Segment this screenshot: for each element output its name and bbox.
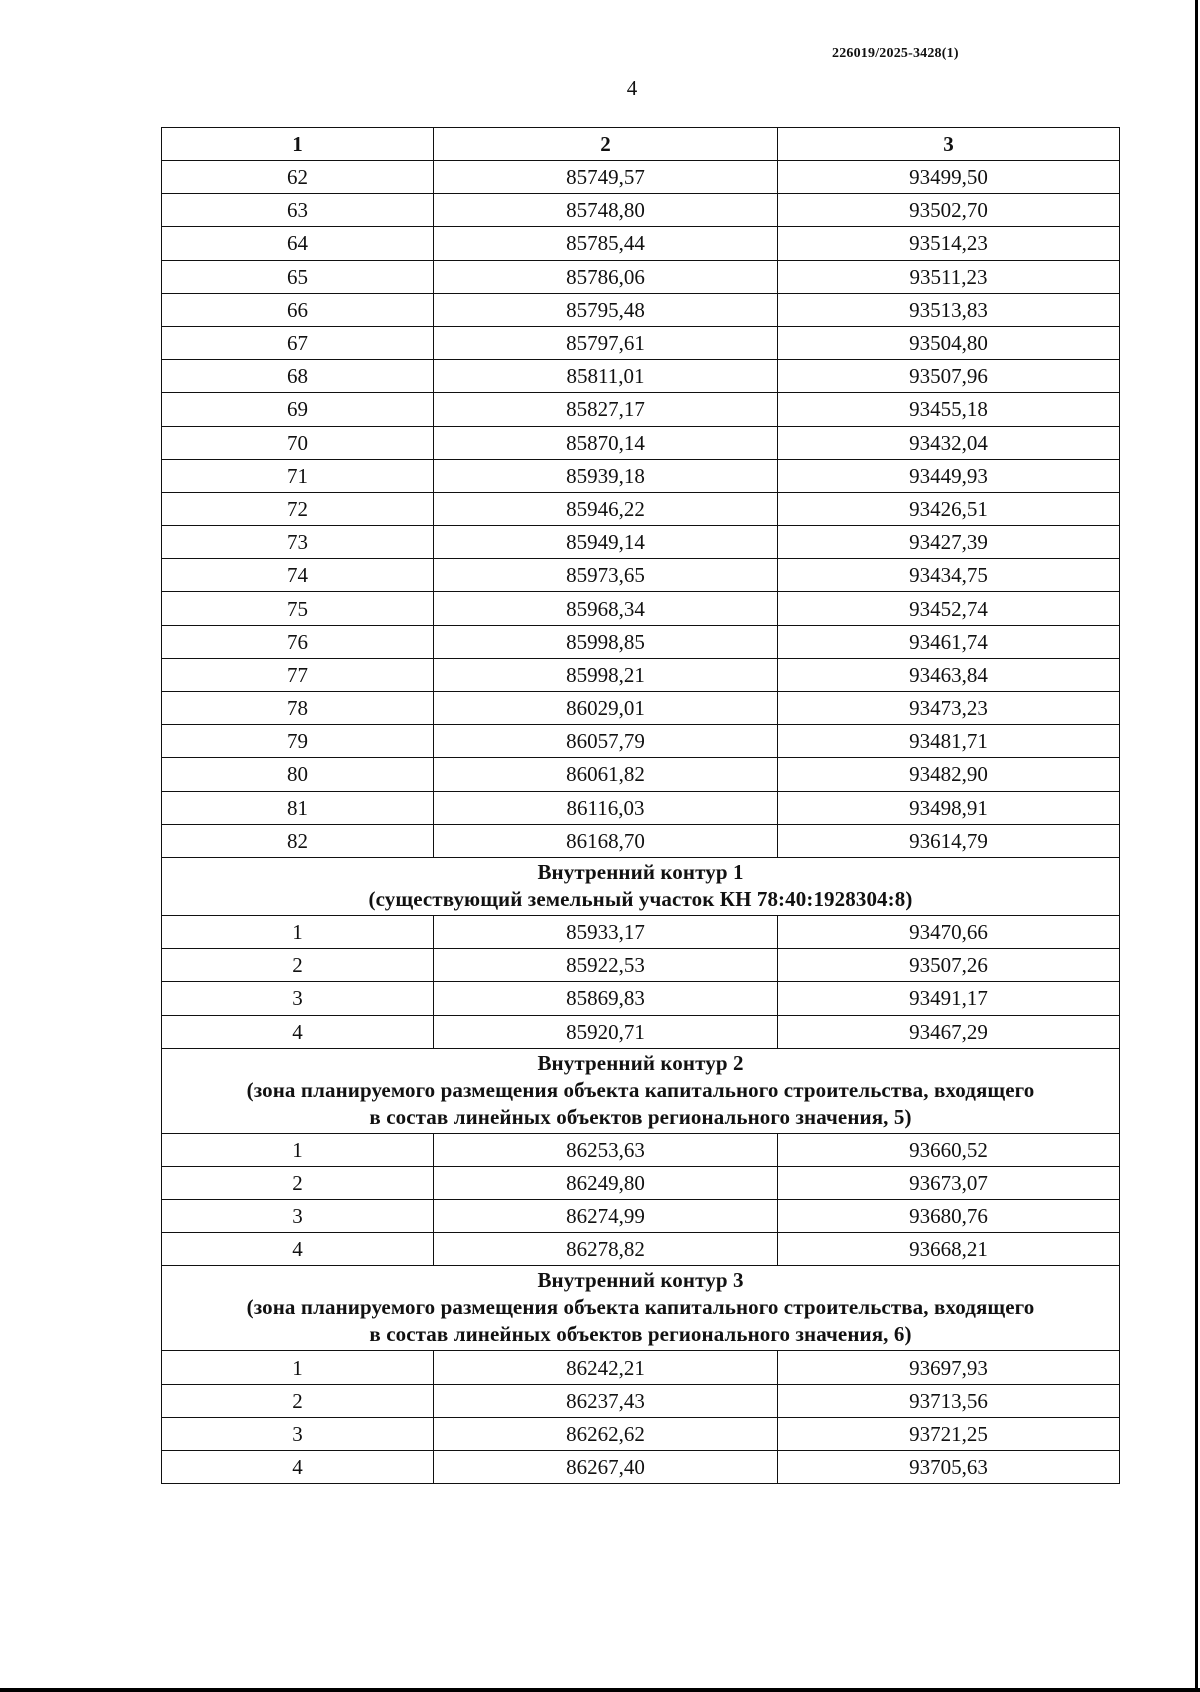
y-coordinate-cell: 93463,84 [778, 658, 1120, 691]
point-number-cell: 3 [162, 1417, 434, 1450]
x-coordinate-cell: 85869,83 [434, 982, 778, 1015]
y-coordinate-cell: 93473,23 [778, 692, 1120, 725]
point-number-cell: 67 [162, 326, 434, 359]
x-coordinate-cell: 85786,06 [434, 260, 778, 293]
x-coordinate-cell: 85785,44 [434, 227, 778, 260]
scan-border-right [1195, 0, 1198, 1692]
y-coordinate-cell: 93432,04 [778, 426, 1120, 459]
y-coordinate-cell: 93705,63 [778, 1451, 1120, 1484]
table-row [162, 526, 1120, 559]
x-coordinate-cell: 85749,57 [434, 161, 778, 194]
section-title-line: (зона планируемого размещения объекта капитального строительства, входящего [246, 1077, 1035, 1102]
point-number-cell: 75 [162, 592, 434, 625]
x-coordinate-cell: 85827,17 [434, 393, 778, 426]
point-number-cell: 82 [162, 824, 434, 857]
point-number-cell: 2 [162, 949, 434, 982]
table-row [162, 194, 1120, 227]
table-body [162, 161, 1120, 1484]
y-coordinate-cell: 93514,23 [778, 227, 1120, 260]
point-number-cell: 1 [162, 915, 434, 948]
point-number-cell: 70 [162, 426, 434, 459]
x-coordinate-cell: 85998,21 [434, 658, 778, 691]
y-coordinate-cell: 93481,71 [778, 725, 1120, 758]
point-number-cell: 71 [162, 459, 434, 492]
table-row [162, 625, 1120, 658]
x-coordinate-cell: 86116,03 [434, 791, 778, 824]
x-coordinate-cell: 85968,34 [434, 592, 778, 625]
point-number-cell: 72 [162, 492, 434, 525]
x-coordinate-cell: 86262,62 [434, 1417, 778, 1450]
table-row [162, 1200, 1120, 1233]
x-coordinate-cell: 86029,01 [434, 692, 778, 725]
point-number-cell: 64 [162, 227, 434, 260]
point-number-cell: 77 [162, 658, 434, 691]
y-coordinate-cell: 93499,50 [778, 161, 1120, 194]
table-row [162, 692, 1120, 725]
point-number-cell: 1 [162, 1133, 434, 1166]
x-coordinate-cell: 85920,71 [434, 1015, 778, 1048]
point-number-cell: 1 [162, 1351, 434, 1384]
point-number-cell: 3 [162, 1200, 434, 1233]
y-coordinate-cell: 93614,79 [778, 824, 1120, 857]
x-coordinate-cell: 86267,40 [434, 1451, 778, 1484]
y-coordinate-cell: 93470,66 [778, 915, 1120, 948]
x-coordinate-cell: 85939,18 [434, 459, 778, 492]
x-coordinate-cell: 86242,21 [434, 1351, 778, 1384]
point-number-cell: 74 [162, 559, 434, 592]
y-coordinate-cell: 93426,51 [778, 492, 1120, 525]
table-row [162, 293, 1120, 326]
x-coordinate-cell: 85949,14 [434, 526, 778, 559]
section-header-row [162, 1266, 1120, 1351]
table-row [162, 1015, 1120, 1048]
point-number-cell: 62 [162, 161, 434, 194]
point-number-cell: 69 [162, 393, 434, 426]
column-header: 3 [778, 128, 1120, 161]
point-number-cell: 63 [162, 194, 434, 227]
table-row [162, 161, 1120, 194]
table-row [162, 559, 1120, 592]
y-coordinate-cell: 93511,23 [778, 260, 1120, 293]
section-title-line: (существующий земельный участок КН 78:40:1928304:8) [368, 886, 913, 911]
table-row [162, 658, 1120, 691]
y-coordinate-cell: 93427,39 [778, 526, 1120, 559]
y-coordinate-cell: 93673,07 [778, 1166, 1120, 1199]
x-coordinate-cell: 85998,85 [434, 625, 778, 658]
y-coordinate-cell: 93434,75 [778, 559, 1120, 592]
x-coordinate-cell: 86274,99 [434, 1200, 778, 1233]
table-row [162, 1417, 1120, 1450]
table-row [162, 1233, 1120, 1266]
point-number-cell: 80 [162, 758, 434, 791]
x-coordinate-cell: 85946,22 [434, 492, 778, 525]
y-coordinate-cell: 93467,29 [778, 1015, 1120, 1048]
y-coordinate-cell: 93504,80 [778, 326, 1120, 359]
section-title-line: (зона планируемого размещения объекта капитального строительства, входящего [246, 1295, 1035, 1320]
document-number: 226019/2025-3428(1) [832, 46, 959, 61]
x-coordinate-cell: 85797,61 [434, 326, 778, 359]
point-number-cell: 3 [162, 982, 434, 1015]
x-coordinate-cell: 85933,17 [434, 915, 778, 948]
x-coordinate-cell: 85922,53 [434, 949, 778, 982]
x-coordinate-cell: 86249,80 [434, 1166, 778, 1199]
y-coordinate-cell: 93452,74 [778, 592, 1120, 625]
y-coordinate-cell: 93502,70 [778, 194, 1120, 227]
table-row [162, 1133, 1120, 1166]
table-row [162, 326, 1120, 359]
section-header-row [162, 857, 1120, 915]
table-row [162, 1384, 1120, 1417]
table-row [162, 459, 1120, 492]
x-coordinate-cell: 85811,01 [434, 360, 778, 393]
y-coordinate-cell: 93507,96 [778, 360, 1120, 393]
point-number-cell: 65 [162, 260, 434, 293]
x-coordinate-cell: 85795,48 [434, 293, 778, 326]
section-title-line: Внутренний контур 2 [537, 1050, 744, 1075]
table-row [162, 915, 1120, 948]
point-number-cell: 79 [162, 725, 434, 758]
table-row [162, 982, 1120, 1015]
section-title-line: в состав линейных объектов регионального значения, 5) [369, 1104, 912, 1129]
y-coordinate-cell: 93713,56 [778, 1384, 1120, 1417]
y-coordinate-cell: 93507,26 [778, 949, 1120, 982]
y-coordinate-cell: 93491,17 [778, 982, 1120, 1015]
y-coordinate-cell: 93680,76 [778, 1200, 1120, 1233]
x-coordinate-cell: 86278,82 [434, 1233, 778, 1266]
section-title [162, 857, 1120, 915]
point-number-cell: 66 [162, 293, 434, 326]
y-coordinate-cell: 93660,52 [778, 1133, 1120, 1166]
x-coordinate-cell: 86237,43 [434, 1384, 778, 1417]
point-number-cell: 2 [162, 1384, 434, 1417]
table-row [162, 1351, 1120, 1384]
x-coordinate-cell: 86253,63 [434, 1133, 778, 1166]
point-number-cell: 78 [162, 692, 434, 725]
table-row [162, 949, 1120, 982]
point-number-cell: 4 [162, 1233, 434, 1266]
point-number-cell: 4 [162, 1451, 434, 1484]
table-row [162, 592, 1120, 625]
table-row [162, 791, 1120, 824]
y-coordinate-cell: 93668,21 [778, 1233, 1120, 1266]
y-coordinate-cell: 93461,74 [778, 625, 1120, 658]
y-coordinate-cell: 93697,93 [778, 1351, 1120, 1384]
point-number-cell: 81 [162, 791, 434, 824]
x-coordinate-cell: 85870,14 [434, 426, 778, 459]
y-coordinate-cell: 93455,18 [778, 393, 1120, 426]
section-title-line: Внутренний контур 1 [537, 859, 744, 884]
y-coordinate-cell: 93513,83 [778, 293, 1120, 326]
table-row [162, 1451, 1120, 1484]
y-coordinate-cell: 93482,90 [778, 758, 1120, 791]
table-row [162, 260, 1120, 293]
section-title-line: в состав линейных объектов регионального значения, 6) [369, 1322, 912, 1347]
point-number-cell: 2 [162, 1166, 434, 1199]
x-coordinate-cell: 86057,79 [434, 725, 778, 758]
scan-border-bottom [0, 1688, 1200, 1692]
point-number-cell: 76 [162, 625, 434, 658]
page-number: 4 [626, 76, 638, 100]
table-header-row [162, 128, 1120, 161]
y-coordinate-cell: 93449,93 [778, 459, 1120, 492]
table-row [162, 725, 1120, 758]
x-coordinate-cell: 86061,82 [434, 758, 778, 791]
table-row [162, 492, 1120, 525]
section-title [162, 1048, 1120, 1133]
table-row [162, 393, 1120, 426]
point-number-cell: 68 [162, 360, 434, 393]
y-coordinate-cell: 93721,25 [778, 1417, 1120, 1450]
table-row [162, 360, 1120, 393]
section-title [162, 1266, 1120, 1351]
x-coordinate-cell: 86168,70 [434, 824, 778, 857]
column-header: 1 [162, 128, 434, 161]
coordinates-table [161, 127, 1120, 1484]
section-header-row [162, 1048, 1120, 1133]
y-coordinate-cell: 93498,91 [778, 791, 1120, 824]
table-row [162, 426, 1120, 459]
section-title-line: Внутренний контур 3 [537, 1268, 744, 1293]
point-number-cell: 73 [162, 526, 434, 559]
table-row [162, 1166, 1120, 1199]
table-row [162, 227, 1120, 260]
table-row [162, 824, 1120, 857]
table-row [162, 758, 1120, 791]
x-coordinate-cell: 85973,65 [434, 559, 778, 592]
column-header: 2 [434, 128, 778, 161]
x-coordinate-cell: 85748,80 [434, 194, 778, 227]
point-number-cell: 4 [162, 1015, 434, 1048]
